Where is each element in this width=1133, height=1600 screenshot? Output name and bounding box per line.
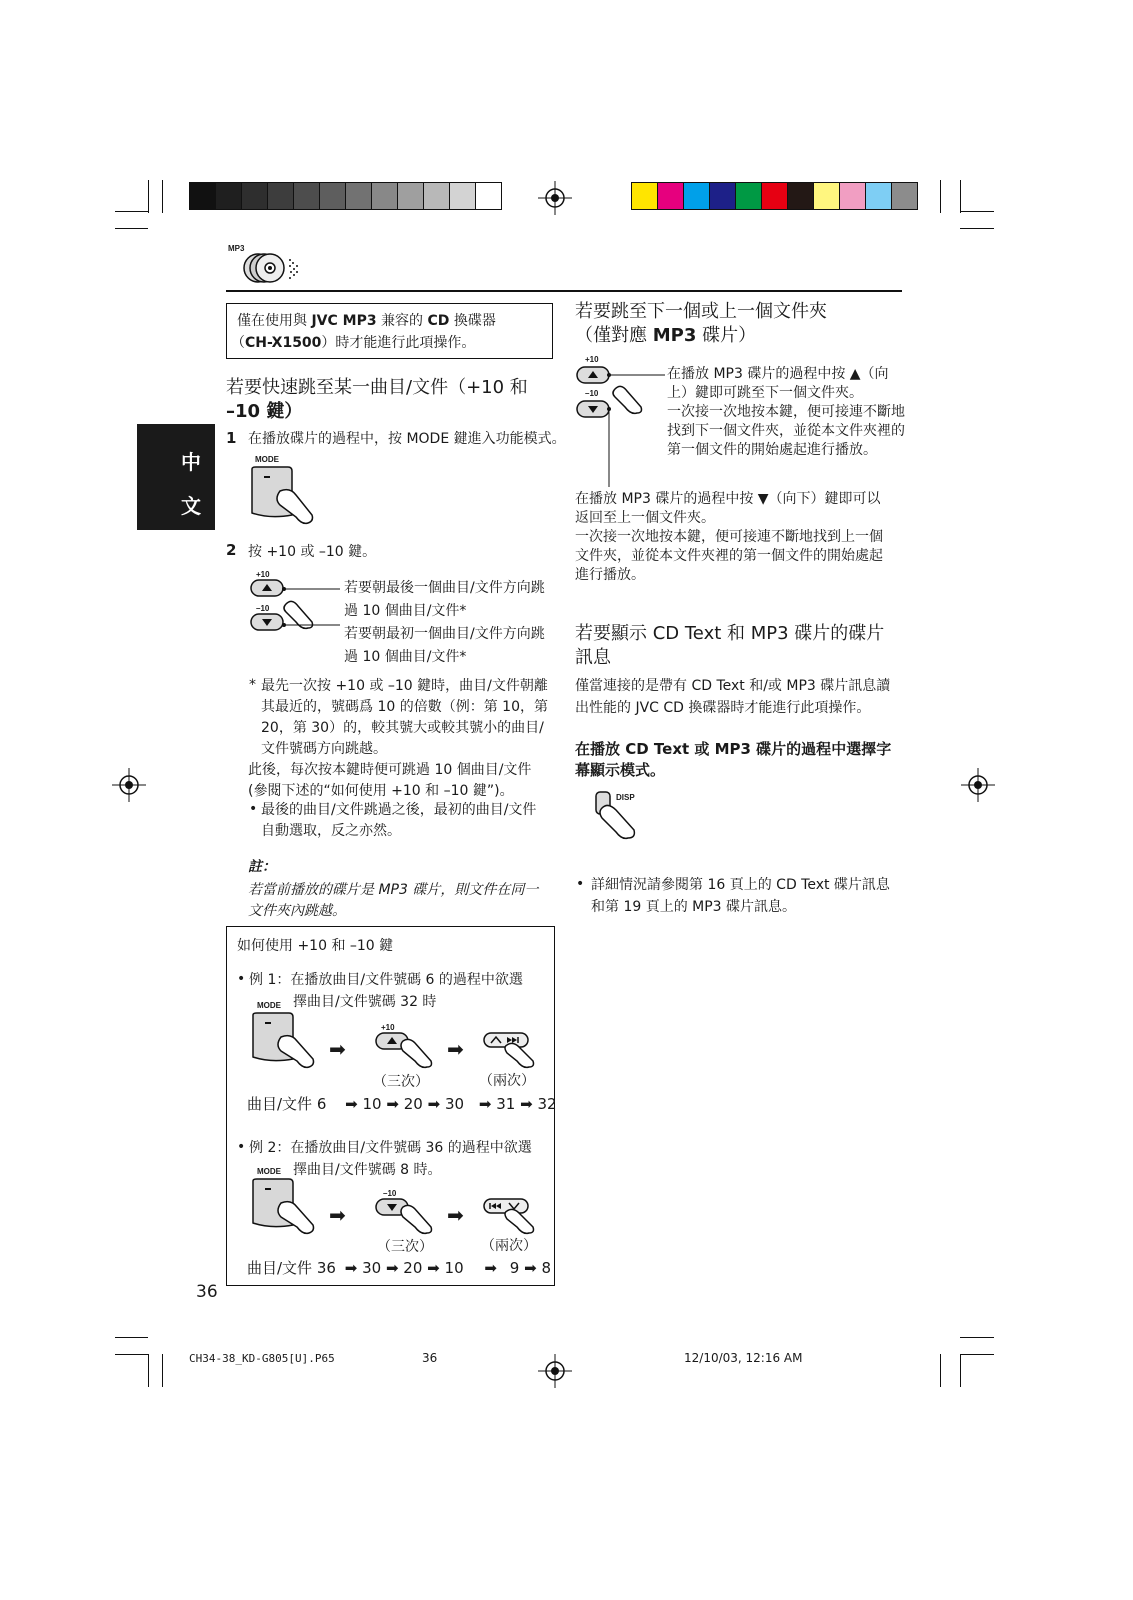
color-swatch [658,183,683,209]
color-swatch [632,183,657,209]
reference-bullet: • [576,876,585,892]
ex2-mode-label: MODE [257,1167,281,1176]
registration-mark-left [112,768,146,802]
arrow-icon: ➡ [524,1259,537,1277]
reference-text: 詳細情況請參閱第 16 頁上的 CD Text 碟片訊息 和第 19 頁上的 MP3 碟片訊息。 [591,877,890,915]
color-swatch [788,183,813,209]
step-1-number: 1 [226,429,237,447]
disp-label: DISP [616,793,635,802]
compatibility-note-line-1: 僅在使用與 JVC MP3 兼容的 CD 換碟器 [237,313,496,329]
how-to-use-box [226,926,555,1286]
arrow-icon: ➡ [345,1095,358,1113]
folder-plus-10-label: +10 [585,355,599,364]
color-swatch [866,183,891,209]
step-2-text: 按 +10 或 –10 鍵。 [248,544,377,560]
ex2-sequence: 曲目/文件 36 ➡ 30 ➡ 20 ➡ 10 ➡ 9 ➡ 8 [247,1259,551,1277]
ex1-mode-label: MODE [257,1001,281,1010]
example-1-bullet: • [237,971,246,987]
folder-minus-10-label: –10 [585,389,599,398]
ex2-minus-10-label: –10 [383,1189,397,1198]
plus-10-label: +10 [256,570,270,579]
footer-filename: CH34-38_KD-G805[U].P65 [189,1352,335,1365]
up-down-buttons-illustration [575,355,670,487]
example-2-bullet: • [237,1139,246,1155]
color-swatch [892,183,917,209]
example-2-text: 例 2：在播放曲目/文件號碼 36 的過程中欲選 擇曲目/文件號碼 8 時。 [249,1140,532,1178]
disc-icon [242,250,308,284]
step-2-number: 2 [226,541,237,559]
page-number: 36 [196,1282,218,1302]
gray-swatch [450,183,475,209]
arrow-icon: ➡ [478,1095,492,1113]
ex1-times-1: （三次） [373,1074,429,1090]
mp3-logo-text: MP3 [228,244,245,253]
ex2-arrow-2-icon: ➡ [447,1203,464,1227]
minus-10-label: –10 [256,604,270,613]
footer-date: 12/10/03, 12:16 AM [684,1351,803,1365]
how-to-title: 如何使用 +10 和 –10 鍵 [237,938,394,954]
gray-swatch [320,183,345,209]
color-swatch [710,183,735,209]
section-heading-folder-skip: 若要跳至下一個或上一個文件夾 （僅對應 MP3 碟片） [575,301,827,346]
folder-up-description: 在播放 MP3 碟片的過程中按 ▲（向 上）鍵即可跳至下一個文件夾。 一次接一次地按本鍵，便可接連不斷地 找到下一個文件夾，並從本文件夾裡的 第一個文件的開始處起進行播放。 [667,366,905,458]
ex2-minus-10-button-icon [375,1197,445,1237]
gray-swatch [190,183,215,209]
gray-swatch [476,183,501,209]
note-text: 若當前播放的碟片是 MP3 碟片，則文件在同一 文件夾內跳越。 [248,882,539,919]
section-heading-display-mode: 在播放 CD Text 或 MP3 碟片的過程中選擇字 幕顯示模式。 [575,740,892,779]
ex1-mode-button-icon [251,1011,331,1073]
compatibility-note-box [226,303,553,359]
gray-swatch [216,183,241,209]
note-title: 註： [248,859,276,875]
arrow-icon: ➡ [386,1095,399,1113]
gray-swatch [372,183,397,209]
folder-down-description: 在播放 MP3 碟片的過程中按 ▼（向下）鍵即可以 返回至上一個文件夾。 一次接一次地按本鍵，便可接連不斷地找到上一個 文件夾，並從本文件夾裡的第一個文件的開始處起 進行播放。 [575,491,883,583]
disp-button-icon [594,790,664,846]
bullet-text: 最後的曲目/文件跳過之後，最初的曲目/文件 自動選取，反之亦然。 [261,802,537,839]
plus-minus-buttons-icon [250,578,340,640]
color-swatch [840,183,865,209]
ex2-times-2: （兩次） [481,1238,537,1254]
ex1-arrow-2-icon: ➡ [447,1037,464,1061]
step-2-description: 若要朝最後一個曲目/文件方向跳 過 10 個曲目/文件* 若要朝最初一個曲目/文件方向跳 過 10 個曲目/文件* [344,580,545,665]
side-tab-char-2: 文 [181,494,201,518]
color-swatch [762,183,787,209]
ex1-arrow-1-icon: ➡ [329,1037,346,1061]
mode-label: MODE [255,455,279,464]
section-heading-skip-10: 若要快速跳至某一曲目/文件（+10 和 –10 鍵） [226,377,528,422]
ex1-up-skip-button-icon [483,1031,547,1071]
ex2-down-skip-button-icon [483,1197,547,1237]
arrow-icon: ➡ [484,1259,497,1277]
mode-button-illustration [250,455,320,530]
section-heading-cd-text: 若要顯示 CD Text 和 MP3 碟片的碟片 訊息 [575,623,885,668]
arrow-icon: ➡ [385,1259,399,1277]
color-swatch [684,183,709,209]
ex1-plus-10-button-icon [375,1031,445,1071]
bullet-marker: • [249,801,258,817]
ex1-times-2: （兩次） [479,1073,535,1089]
gray-swatch [424,183,449,209]
folder-up-down-buttons-icon [575,363,670,487]
cd-text-info: 僅當連接的是帶有 CD Text 和/或 MP3 碟片訊息讀 出性能的 JVC CD 換碟器時才能進行此項操作。 [575,678,891,716]
example-1-text: 例 1：在播放曲目/文件號碼 6 的過程中欲選 擇曲目/文件號碼 32 時 [249,972,523,1010]
registration-mark-bottom [538,1354,572,1388]
gray-swatch [242,183,267,209]
header-rule [226,290,902,292]
color-swatch [814,183,839,209]
ex2-mode-button-icon [251,1177,331,1239]
gray-swatch [398,183,423,209]
ex1-sequence: 曲目/文件 6 ➡ 10 ➡ 20 ➡ 30 ➡ 31 ➡ 32 [247,1095,557,1113]
ex1-plus-10-label: +10 [381,1023,395,1032]
footnote-star: * [249,677,256,693]
registration-mark-top [538,181,572,215]
ex2-times-1: （三次） [377,1239,433,1255]
footer-page: 36 [422,1351,438,1365]
arrow-icon: ➡ [344,1259,358,1277]
side-tab-char-1: 中 [181,450,201,474]
gray-swatch [268,183,293,209]
mp3-disc-logo [228,244,308,284]
footnote-text: 最先一次按 +10 或 –10 鍵時，曲目/文件朝離 其最近的，號碼爲 10 的倍數（例：第 10，第 20，第 30）的，較其號大或較其號小的曲目/ 文件號碼方向跳越。 [261,678,548,757]
compatibility-note-line-2: （CH-X1500）時才能進行此項操作。 [231,335,476,351]
arrow-icon: ➡ [520,1095,533,1113]
language-side-tab [137,424,215,530]
mode-button-icon [250,465,320,530]
color-swatch [736,183,761,209]
disp-button-illustration [594,790,664,846]
step-1-text: 在播放碟片的過程中，按 MODE 鍵進入功能模式。 [248,431,566,447]
gray-swatch [346,183,371,209]
arrow-icon: ➡ [427,1095,441,1113]
ex2-arrow-1-icon: ➡ [329,1203,346,1227]
arrow-icon: ➡ [427,1259,440,1277]
gray-swatch [294,183,319,209]
plus-minus-10-illustration [250,570,340,640]
registration-mark-right [961,768,995,802]
after-text: 此後，每次按本鍵時便可跳過 10 個曲目/文件 (參閱下述的“如何使用 +10 和 –10 鍵”)。 [248,762,532,799]
